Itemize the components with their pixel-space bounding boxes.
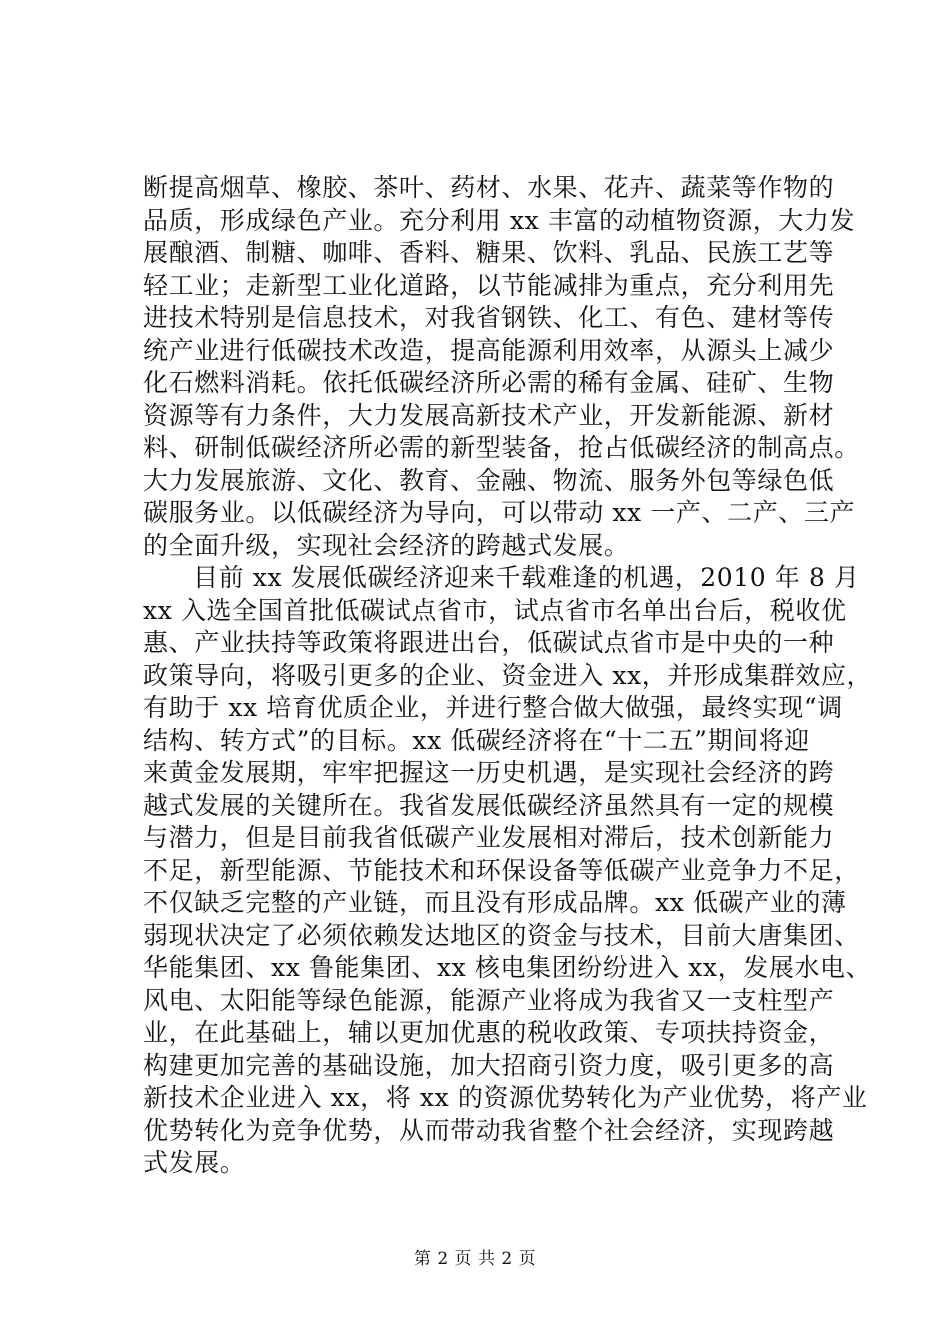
document-body [143,172,873,1180]
text-line: 结构、转方式”的目标。xx 低碳经济将在“十二五”期间将迎 [143,725,810,755]
text-line: 构建更加完善的基础设施，加大招商引资力度，吸引更多的高 [143,1050,835,1080]
text-line: 优势转化为竞争优势，从而带动我省整个社会经济，实现跨越 [143,1115,835,1145]
text-line: 新技术企业进入 xx，将 xx 的资源优势转化为产业优势，将产业 [143,1083,868,1112]
text-line: 弱现状决定了必须依赖发达地区的资金与技术，目前大唐集团、 [143,920,860,950]
text-line: 来黄金发展期，牢牢把握这一历史机遇，是实现社会经济的跨 [143,758,835,787]
paragraph-start-line: 目前 xx 发展低碳经济迎来千载难逢的机遇，2010 年 8 月 [193,563,860,592]
text-line: 的全面升级，实现社会经济的跨越式发展。 [143,530,630,560]
text-line: 有助于 xx 培育优质企业，并进行整合做大做强，最终实现“调 [143,693,843,722]
text-line: 越式发展的关键所在。我省发展低碳经济虽然具有一定的规模 [143,790,835,820]
text-line: 大力发展旅游、文化、教育、金融、物流、服务外包等绿色低 [143,465,835,495]
page-number-footer: 第 2 页 共 2 页 [413,1249,537,1269]
text-line: 断提高烟草、橡胶、茶叶、药材、水果、花卉、蔬菜等作物的 [143,173,835,202]
text-line: 品质，形成绿色产业。充分利用 xx 丰富的动植物资源，大力发 [143,205,856,235]
text-line: 不足，新型能源、节能技术和环保设备等低碳产业竞争力不足， [143,855,860,885]
text-line: 政策导向，将吸引更多的企业、资金进入 xx，并形成集群效应， [143,660,873,690]
text-line: 惠、产业扶持等政策将跟进出台，低碳试点省市是中央的一种 [143,628,835,657]
text-line: 业，在此基础上，辅以更加优惠的税收政策、专项扶持资金， [143,1018,835,1047]
text-line: 展酿酒、制糖、咖啡、香料、糖果、饮料、乳品、民族工艺等 [143,238,835,267]
text-line: 料、研制低碳经济所必需的新型装备，抢占低碳经济的制高点。 [143,433,860,462]
text-line: xx 入选全国首批低碳试点省市，试点省市名单出台后，税收优 [143,595,847,625]
text-line: 风电、太阳能等绿色能源，能源产业将成为我省又一支柱型产 [143,985,835,1015]
text-line: 不仅缺乏完整的产业链，而且没有形成品牌。xx 低碳产业的薄 [143,888,847,917]
text-line: 碳服务业。以低碳经济为导向，可以带动 xx 一产、二产、三产 [143,498,856,527]
text-line: 轻工业；走新型工业化道路，以节能减排为重点，充分利用先 [143,270,835,300]
text-line: 华能集团、xx 鲁能集团、xx 核电集团纷纷进入 xx，发展水电、 [143,953,872,982]
text-line: 式发展。 [143,1148,246,1177]
text-line: 进技术特别是信息技术，对我省钢铁、化工、有色、建材等传 [143,303,835,332]
text-line: 资源等有力条件，大力发展高新技术产业，开发新能源、新材 [143,400,835,430]
text-line: 统产业进行低碳技术改造，提高能源利用效率，从源头上减少 [143,335,835,365]
text-line: 与潜力，但是目前我省低碳产业发展相对滞后，技术创新能力 [143,823,835,852]
text-line: 化石燃料消耗。依托低碳经济所必需的稀有金属、硅矿、生物 [143,368,835,397]
